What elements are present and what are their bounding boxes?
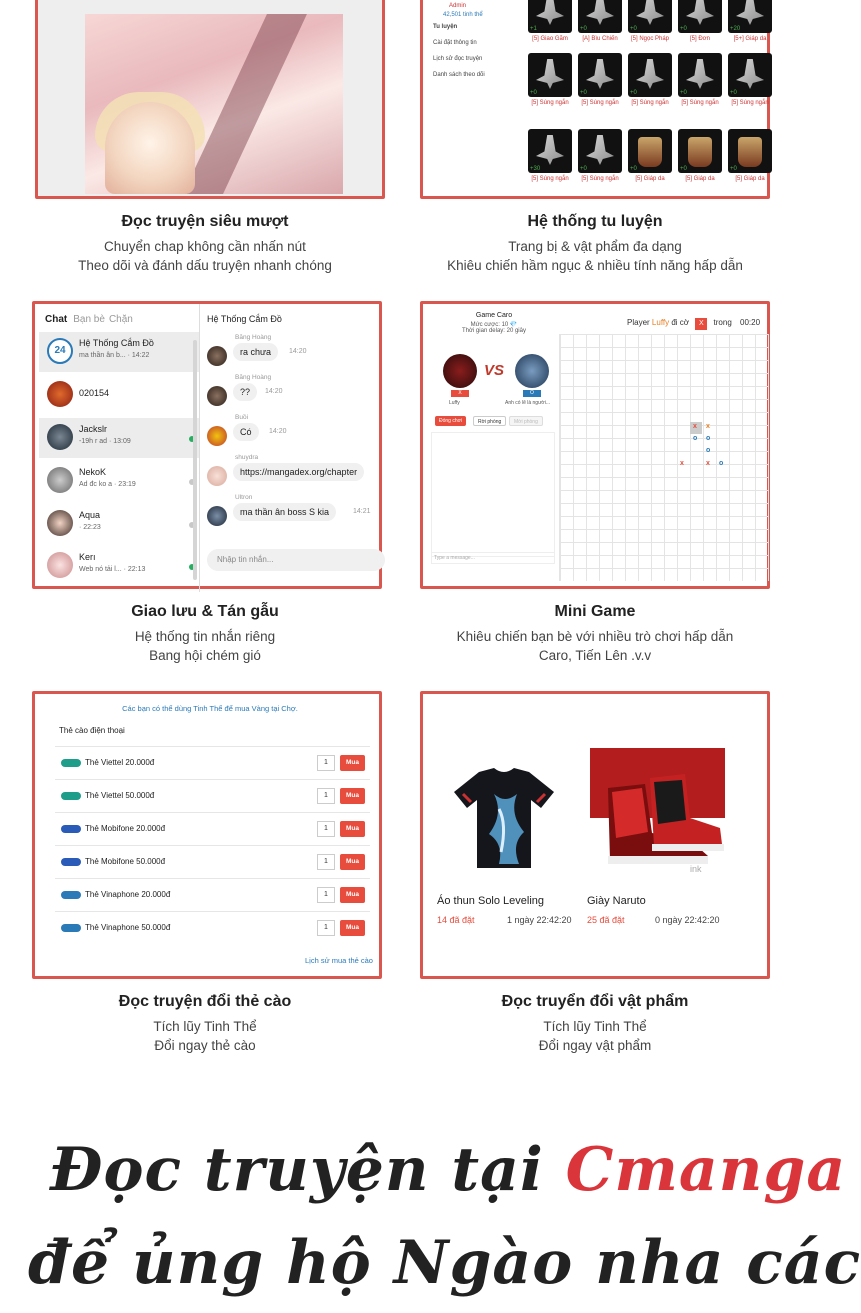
menu-item[interactable]: Cài đặt thông tin bbox=[433, 40, 477, 46]
contact-preview: · 22:23 bbox=[79, 524, 101, 531]
player1-avatar bbox=[443, 354, 477, 388]
card-name: Thẻ Viettel 20.000đ bbox=[85, 758, 155, 767]
feature-desc: Trang bị & vật phẩm đa dạng bbox=[508, 239, 682, 254]
weapon-icon bbox=[536, 59, 564, 89]
tab-friends[interactable]: Bạn bè bbox=[73, 314, 105, 325]
equipment-slot[interactable] bbox=[678, 53, 722, 97]
slot-upgrade-level: +0 bbox=[680, 26, 687, 32]
game-title: Game Caro bbox=[475, 312, 513, 319]
feature-desc: Chuyển chap không cần nhấn nút bbox=[104, 239, 306, 254]
card-row bbox=[55, 911, 370, 944]
slot-upgrade-level: +1 bbox=[530, 26, 537, 32]
feature-title: Đọc truyện siêu mượt bbox=[121, 213, 289, 230]
slot-upgrade-level: +20 bbox=[730, 26, 741, 32]
weapon-icon bbox=[586, 135, 614, 165]
game-bet: Mức cược: 10 💎 bbox=[470, 322, 518, 328]
banner-brand: Cmanga bbox=[565, 1135, 847, 1205]
equipment-slot[interactable] bbox=[628, 0, 672, 33]
equipment-label: [5] Giao Gãm bbox=[532, 36, 568, 42]
feature-desc: Đổi ngay vật phẩm bbox=[538, 1038, 652, 1053]
equipment-slot[interactable] bbox=[728, 53, 772, 97]
banner-line1 bbox=[50, 1135, 846, 1205]
quantity-input[interactable]: 1 bbox=[317, 854, 335, 870]
message-author: Băng Hoàng bbox=[235, 334, 272, 341]
contact-item[interactable] bbox=[39, 332, 199, 372]
slot-upgrade-level: +0 bbox=[630, 26, 637, 32]
promo-banner bbox=[0, 1110, 861, 1313]
feature-caption-chat bbox=[15, 603, 395, 665]
armor-icon bbox=[638, 137, 662, 167]
game-info bbox=[429, 312, 559, 334]
board-mark: x bbox=[706, 423, 710, 430]
contact-item[interactable] bbox=[39, 418, 199, 458]
message-author: shuydra bbox=[235, 454, 259, 461]
turn-label: trong bbox=[713, 318, 732, 327]
shop-notice: Các bạn có thể dùng Tinh Thể để mua Vàng tại Chợ. bbox=[122, 704, 298, 713]
message-input[interactable]: Nhập tin nhắn... bbox=[207, 549, 385, 571]
caro-board[interactable] bbox=[559, 334, 769, 581]
board-mark: o bbox=[719, 460, 724, 467]
board-mark: o bbox=[693, 435, 698, 442]
card-row bbox=[55, 779, 370, 812]
game-delay: Thời gian delay: 20 giây bbox=[462, 328, 526, 334]
equipment-slot[interactable] bbox=[628, 53, 672, 97]
equipment-slot[interactable] bbox=[578, 129, 622, 173]
carrier-logo-icon bbox=[61, 858, 81, 866]
avatar-24h-icon: 24 bbox=[47, 338, 73, 364]
feature-title: Giao lưu & Tán gẫu bbox=[131, 603, 279, 620]
carrier-logo-icon bbox=[61, 825, 81, 833]
product-name[interactable]: Giày Naruto bbox=[587, 895, 646, 907]
slot-upgrade-level: +0 bbox=[580, 90, 587, 96]
slot-upgrade-level: +0 bbox=[680, 90, 687, 96]
avatar bbox=[207, 466, 227, 486]
card-name: Thẻ Mobifone 20.000đ bbox=[85, 824, 166, 833]
feature-desc: Caro, Tiến Lên .v.v bbox=[538, 648, 652, 663]
contact-name: Hệ Thống Cắm Đồ bbox=[79, 338, 154, 348]
message-author: Buồi bbox=[235, 414, 249, 421]
game-message-input[interactable]: Type a message... bbox=[431, 552, 555, 564]
player2-name: Anh có lẽ là người... bbox=[505, 400, 550, 406]
feature-desc: Khiêu chiến hầm ngục & nhiều tính năng hấp dẫn bbox=[447, 258, 743, 273]
equipment-label: [A] Bìu Chiến bbox=[582, 36, 618, 42]
user-crystals: 42,501 tinh thể bbox=[443, 12, 483, 18]
equipment-slot[interactable] bbox=[528, 53, 572, 97]
svg-text:ink: ink bbox=[690, 864, 702, 874]
equipment-label: [5] Ngọc Pháp bbox=[630, 36, 670, 42]
equipment-label: [5] Súng ngắn bbox=[731, 100, 769, 106]
turn-label: Player bbox=[627, 318, 650, 327]
equipment-slot[interactable] bbox=[678, 129, 722, 173]
message-bubble: ra chưa bbox=[233, 343, 278, 361]
feature-desc: Tích lũy Tinh Thể bbox=[153, 1019, 257, 1034]
armor-icon bbox=[738, 137, 762, 167]
feature-title: Mini Game bbox=[554, 603, 636, 620]
feature-caption-minigame bbox=[405, 603, 785, 665]
card-row bbox=[55, 812, 370, 845]
contact-preview: ma thần ân b... · 14:22 bbox=[79, 352, 150, 359]
slot-upgrade-level: +0 bbox=[530, 90, 537, 96]
equipment-label: [5] Súng ngắn bbox=[581, 100, 619, 106]
weapon-icon bbox=[586, 0, 614, 25]
avatar bbox=[207, 426, 227, 446]
conversation-title: Hệ Thống Cắm Đồ bbox=[207, 314, 282, 324]
message-time: 14:20 bbox=[265, 388, 283, 395]
feature-desc: Hệ thống tin nhắn riêng bbox=[134, 629, 276, 644]
avatar bbox=[47, 467, 73, 493]
slot-upgrade-level: +0 bbox=[630, 90, 637, 96]
banner-line2: để ủng hộ Ngào nha các bbox=[28, 1228, 861, 1298]
slot-upgrade-level: +0 bbox=[630, 166, 637, 172]
turn-mark: X bbox=[695, 318, 707, 330]
equipment-label: [5] Súng ngắn bbox=[681, 100, 719, 106]
equipment-slot[interactable] bbox=[578, 0, 622, 33]
product-countdown: 0 ngày 22:42:20 bbox=[655, 915, 720, 925]
contact-name: Aqua bbox=[79, 510, 101, 520]
vs-label: VS bbox=[484, 362, 505, 379]
contact-preview: -19h r ad · 13:09 bbox=[79, 438, 131, 445]
avatar bbox=[207, 506, 227, 526]
turn-player: Luffy bbox=[651, 318, 670, 327]
equipment-label: [5+] Giáp da bbox=[733, 36, 767, 42]
menu-item[interactable]: Danh sách theo dõi bbox=[433, 72, 485, 78]
slot-upgrade-level: +0 bbox=[680, 166, 687, 172]
weapon-icon bbox=[636, 0, 664, 25]
contact-preview: Ad đc ko a · 23:19 bbox=[79, 481, 136, 488]
invite-room-button[interactable]: Mời phòng bbox=[509, 416, 543, 426]
quantity-input[interactable]: 1 bbox=[317, 887, 335, 903]
contact-preview: Web nó tải l... · 22:13 bbox=[79, 566, 146, 573]
equipment-slot[interactable] bbox=[528, 0, 572, 33]
message-bubble: ?? bbox=[233, 383, 257, 401]
contact-list bbox=[39, 332, 199, 586]
equipment-label: [5] Súng ngắn bbox=[531, 176, 569, 182]
contact-item[interactable] bbox=[39, 504, 199, 544]
buy-button[interactable]: Mua bbox=[340, 821, 365, 837]
feature-title: Hệ thống tu luyện bbox=[527, 213, 663, 230]
avatar bbox=[47, 381, 73, 407]
user-name: Admin bbox=[449, 3, 467, 9]
card-name: Thẻ Vinaphone 50.000đ bbox=[85, 923, 171, 932]
weapon-icon bbox=[636, 59, 664, 89]
feature-desc: Bang hội chém gió bbox=[149, 648, 261, 663]
quantity-input[interactable]: 1 bbox=[317, 788, 335, 804]
tab-blocked[interactable]: Chặn bbox=[108, 314, 133, 325]
weapon-icon bbox=[536, 135, 564, 165]
avatar bbox=[47, 424, 73, 450]
buy-button[interactable]: Mua bbox=[340, 788, 365, 804]
equipment-label: [5] Giáp da bbox=[735, 176, 765, 182]
turn-timer: 00:20 bbox=[740, 318, 761, 327]
tshirt-product-image[interactable] bbox=[449, 764, 559, 874]
feature-caption-items bbox=[405, 993, 785, 1055]
chat-preview-card bbox=[32, 301, 382, 589]
equipment-slot[interactable] bbox=[728, 129, 772, 173]
quantity-input[interactable]: 1 bbox=[317, 755, 335, 771]
player1-mark: X bbox=[451, 390, 469, 397]
slot-upgrade-level: +0 bbox=[730, 166, 737, 172]
message-author: Ultron bbox=[235, 494, 253, 501]
contact-name: Kerı bbox=[79, 552, 96, 562]
player2-mark: O bbox=[523, 390, 541, 397]
manga-page-image bbox=[85, 14, 343, 194]
slot-upgrade-level: +0 bbox=[730, 90, 737, 96]
player1-name: Luffy bbox=[449, 400, 460, 406]
carrier-logo-icon bbox=[61, 891, 81, 899]
phone-card-shop-card bbox=[32, 691, 382, 979]
purchase-history-link[interactable]: Lịch sử mua thẻ cào bbox=[305, 956, 373, 965]
turn-status bbox=[627, 318, 760, 330]
buy-button[interactable]: Mua bbox=[340, 887, 365, 903]
chat-message bbox=[207, 494, 382, 530]
product-orders: 25 đã đặt bbox=[587, 915, 625, 925]
feature-title: Đọc truyển đổi vật phẩm bbox=[501, 993, 689, 1010]
carrier-logo-icon bbox=[61, 924, 81, 932]
armor-icon bbox=[688, 137, 712, 167]
feature-desc: Tích lũy Tinh Thể bbox=[543, 1019, 647, 1034]
weapon-icon bbox=[686, 0, 714, 25]
equipment-slot[interactable] bbox=[628, 129, 672, 173]
buy-button[interactable]: Mua bbox=[340, 920, 365, 936]
carrier-logo-icon bbox=[61, 759, 81, 767]
quantity-input[interactable]: 1 bbox=[317, 920, 335, 936]
message-bubble: ma thần ân boss S kia bbox=[233, 503, 336, 521]
board-mark: x bbox=[680, 460, 684, 467]
contact-item[interactable] bbox=[39, 546, 199, 586]
banner-text: Đọc truyện tại bbox=[50, 1135, 566, 1205]
weapon-icon bbox=[736, 59, 764, 89]
avatar bbox=[47, 510, 73, 536]
weapon-icon bbox=[586, 59, 614, 89]
player2-avatar bbox=[515, 354, 549, 388]
chat-message bbox=[207, 414, 382, 450]
contact-name: 020154 bbox=[79, 388, 110, 398]
equipment-slot[interactable] bbox=[528, 129, 572, 173]
chat-message bbox=[207, 454, 382, 490]
minigame-preview-card bbox=[420, 301, 770, 589]
card-name: Thẻ Viettel 50.000đ bbox=[85, 791, 155, 800]
cultivation-menu bbox=[433, 24, 503, 88]
tab-chat[interactable]: Chat bbox=[45, 314, 68, 325]
feature-caption-cultivation bbox=[405, 213, 785, 275]
equipment-slot[interactable] bbox=[728, 0, 772, 33]
turn-label: đi cờ bbox=[671, 318, 690, 327]
chat-message bbox=[207, 334, 382, 370]
contact-item[interactable] bbox=[39, 375, 199, 415]
buy-button[interactable]: Mua bbox=[340, 854, 365, 870]
naruto-shoes-product-image[interactable] bbox=[590, 748, 725, 878]
equipment-label: [5] Súng ngắn bbox=[581, 176, 619, 182]
contact-item[interactable] bbox=[39, 461, 199, 501]
product-orders: 14 đã đặt bbox=[437, 915, 475, 925]
contact-name: Jackslr bbox=[79, 424, 108, 434]
buy-button[interactable]: Mua bbox=[340, 755, 365, 771]
equipment-label: [5] Giáp da bbox=[635, 176, 665, 182]
feature-desc: Theo dõi và đánh dấu truyện nhanh chóng bbox=[78, 258, 332, 273]
chat-tabs bbox=[45, 314, 137, 325]
reader-preview-card bbox=[35, 0, 385, 199]
card-name: Thẻ Vinaphone 20.000đ bbox=[85, 890, 171, 899]
weapon-icon bbox=[536, 0, 564, 25]
slot-upgrade-level: +0 bbox=[580, 26, 587, 32]
message-author: Băng Hoàng bbox=[235, 374, 272, 381]
product-countdown: 1 ngày 22:42:20 bbox=[507, 915, 572, 925]
message-time: 14:20 bbox=[269, 428, 287, 435]
game-chat-panel bbox=[431, 432, 555, 557]
equipment-label: [5] Súng ngắn bbox=[531, 100, 569, 106]
message-time: 14:21 bbox=[353, 508, 371, 515]
message-bubble: Có bbox=[233, 423, 259, 441]
board-mark: x bbox=[693, 423, 697, 430]
contact-scrollbar[interactable] bbox=[193, 340, 197, 580]
equipment-slot[interactable] bbox=[678, 0, 722, 33]
equipment-label: [5] Súng ngắn bbox=[631, 100, 669, 106]
menu-item[interactable]: Lịch sử đọc truyện bbox=[433, 56, 483, 62]
cultivation-preview-card bbox=[420, 0, 770, 199]
quantity-input[interactable]: 1 bbox=[317, 821, 335, 837]
avatar bbox=[207, 346, 227, 366]
card-row bbox=[55, 845, 370, 878]
feature-desc: Khiêu chiến bạn bè với nhiều trò chơi hấp dẫn bbox=[456, 629, 734, 644]
chat-message bbox=[207, 374, 382, 410]
equipment-label: [5] Đơn bbox=[690, 36, 710, 42]
board-mark: o bbox=[706, 447, 711, 454]
equipment-slot[interactable] bbox=[578, 53, 622, 97]
feature-desc: Đổi ngay thẻ cào bbox=[154, 1038, 256, 1053]
leave-room-button[interactable]: Rời phòng bbox=[473, 416, 506, 426]
equipment-label: [5] Giáp da bbox=[685, 176, 715, 182]
card-name: Thẻ Mobifone 50.000đ bbox=[85, 857, 166, 866]
message-time: 14:20 bbox=[289, 348, 307, 355]
board-mark: o bbox=[706, 435, 711, 442]
feature-title: Đọc truyện đổi thẻ cào bbox=[118, 993, 292, 1010]
carrier-logo-icon bbox=[61, 792, 81, 800]
product-name[interactable]: Áo thun Solo Leveling bbox=[437, 895, 545, 907]
start-game-button[interactable]: Đóng chơi bbox=[435, 416, 466, 426]
avatar bbox=[207, 386, 227, 406]
card-row bbox=[55, 746, 370, 779]
weapon-icon bbox=[736, 0, 764, 25]
avatar bbox=[47, 552, 73, 578]
feature-caption-reader bbox=[15, 213, 395, 275]
message-bubble[interactable]: https://mangadex.org/chapter bbox=[233, 463, 364, 481]
contact-name: NekoK bbox=[79, 467, 107, 477]
card-row bbox=[55, 878, 370, 911]
board-mark: x bbox=[706, 460, 710, 467]
slot-upgrade-level: +0 bbox=[580, 166, 587, 172]
menu-heading: Tu luyện bbox=[433, 24, 458, 30]
slot-upgrade-level: +30 bbox=[530, 166, 541, 172]
shop-subtitle: Thẻ cào điện thoại bbox=[59, 726, 125, 735]
weapon-icon bbox=[686, 59, 714, 89]
item-shop-card bbox=[420, 691, 770, 979]
feature-caption-cards bbox=[15, 993, 395, 1055]
